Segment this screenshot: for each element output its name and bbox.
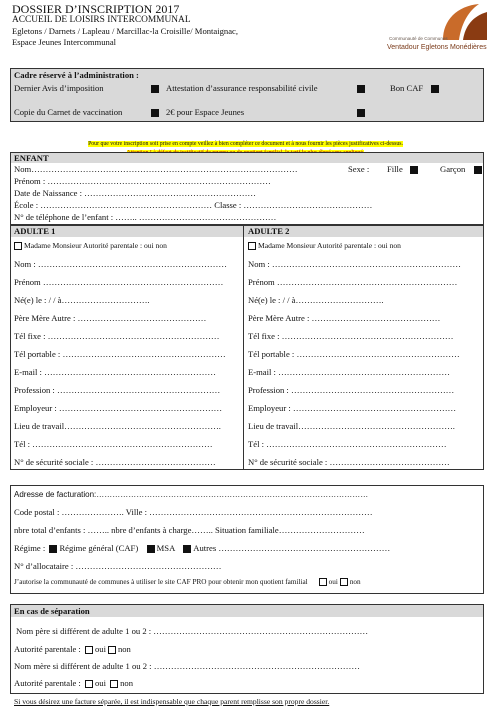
- adulte2-civilite[interactable]: [246, 241, 401, 250]
- adulte2-prenom-field[interactable]: Prénom ………………………………………………………: [248, 277, 458, 287]
- admin-item-label: 2€ pour Espace Jeunes: [166, 107, 245, 117]
- enfant-header-bar: [11, 153, 483, 163]
- logo: [385, 0, 491, 56]
- admin-espace-jeunes-checkbox[interactable]: [357, 109, 365, 117]
- adulte2-nom-field[interactable]: Nom : …………………………………………………………: [248, 259, 461, 269]
- garcon-checkbox[interactable]: [474, 166, 482, 174]
- cafpro-non-checkbox[interactable]: [340, 578, 348, 586]
- admin-item-bon-caf[interactable]: [390, 83, 423, 93]
- adultes-divider: [243, 226, 244, 469]
- admin-item-vaccination[interactable]: [14, 107, 122, 117]
- cafpro-text: J’autorise la communauté de communes à utiliser le site CAF PRO pour obtenir mon quotient familial: [14, 578, 308, 586]
- autorite-2-non-checkbox[interactable]: [110, 680, 118, 688]
- admin-item-label: Dernier Avis d’imposition: [14, 83, 104, 93]
- cafpro-row: [14, 578, 361, 586]
- admin-item-label: Attestation d’assurance responsabilité civile: [166, 83, 318, 93]
- header-line-3: Espace Jeunes Intercommunal: [12, 37, 117, 47]
- autorite-2-non-label: non: [120, 678, 133, 688]
- header-line-2: Egletons / Darnets / Lapleau / Marcillac-la Croisille/ Montaignac,: [12, 26, 238, 36]
- regime-row: [14, 543, 390, 553]
- admin-item-espace-jeunes[interactable]: [166, 107, 244, 117]
- cafpro-oui-checkbox[interactable]: [319, 578, 327, 586]
- enfant-nom-field[interactable]: Nom…………………………………………………………………………………: [14, 164, 298, 174]
- adulte2-tel-portable-field[interactable]: Tél portable : …………………………………………………: [248, 349, 460, 359]
- regime-label: Régime :: [14, 543, 46, 553]
- admin-item-assurance[interactable]: [166, 83, 318, 93]
- adulte1-lien-text: Père Mère Autre : ………………………………………: [14, 313, 207, 323]
- msa-label: MSA: [156, 543, 175, 553]
- adulte1-madame-checkbox[interactable]: [14, 242, 22, 250]
- adulte1-prenom-field[interactable]: Prénom ………………………………………………………: [14, 277, 224, 287]
- autorite-1-oui-label: oui: [94, 644, 106, 654]
- admin-assurance-checkbox[interactable]: [357, 85, 365, 93]
- fille-label: Fille: [387, 164, 403, 174]
- notice-text-1: Pour que votre inscription soit prise en compte veillez à bien compléter ce document et à nous fournir les pièces justificatives ci-dessus.: [88, 141, 403, 147]
- enfant-prenom-field[interactable]: Prénom : ……………………………………………………………………: [14, 176, 271, 186]
- fille-checkbox[interactable]: [410, 166, 418, 174]
- adulte1-employeur-field[interactable]: Employeur : …………………………………………………: [14, 403, 223, 413]
- adresse-facturation-field[interactable]: Adresse de facturation:…………………………………………………………………………………………: [14, 490, 369, 499]
- admin-item-avis[interactable]: [14, 83, 104, 93]
- nom-mere-field[interactable]: Nom mère si différent de adulte 1 ou 2 : ………………………………………………………………: [14, 661, 360, 671]
- autorite-1-label: Autorité parentale :: [14, 644, 81, 654]
- regime-general-label: Régime général (CAF): [59, 543, 139, 553]
- page-title: DOSSIER D’INSCRIPTION 2017: [12, 2, 180, 16]
- autorite-2-label: Autorité parentale :: [14, 678, 81, 688]
- autorite-2-oui-checkbox[interactable]: [85, 680, 93, 688]
- adulte2-tel-field[interactable]: Tél : ………………………………………………………: [248, 439, 447, 449]
- enfant-naissance-field[interactable]: Date de Naissance : ……………………………………………………: [14, 188, 257, 198]
- header-line-1: ACCUEIL DE LOISIRS INTERCOMMUNAL: [12, 15, 191, 25]
- adulte1-tel-fixe-field[interactable]: Tél fixe : ……………………………………………………: [14, 331, 220, 341]
- adulte2-lien-text: Père Mère Autre : ………………………………………: [248, 313, 441, 323]
- autorite-1-oui-checkbox[interactable]: [85, 646, 93, 654]
- admin-item-label: Copie du Carnet de vaccination: [14, 107, 123, 117]
- autres-checkbox[interactable]: [183, 545, 191, 553]
- adulte2-profession-field[interactable]: Profession : …………………………………………………: [248, 385, 455, 395]
- adulte2-lieu-travail-field[interactable]: Lieu de travail……………………………………………….: [248, 421, 455, 431]
- admin-avis-checkbox[interactable]: [151, 85, 159, 93]
- adulte2-lien[interactable]: [248, 313, 440, 323]
- msa-checkbox[interactable]: [147, 545, 155, 553]
- regime-general-checkbox[interactable]: [49, 545, 57, 553]
- adulte2-madame-checkbox[interactable]: [248, 242, 256, 250]
- adulte1-title: ADULTE 1: [14, 226, 56, 236]
- autorite-2-oui-label: oui: [94, 678, 106, 688]
- adulte2-title: ADULTE 2: [248, 226, 290, 236]
- adultes-header-bar: [11, 226, 483, 237]
- adulte2-email-field[interactable]: E-mail : ……………………………………………………: [248, 367, 450, 377]
- sexe-label: Sexe :: [348, 164, 370, 174]
- enfant-tel-field[interactable]: N° de téléphone de l’enfant : …….. …………………………………………: [14, 212, 277, 222]
- adulte2-employeur-field[interactable]: Employeur : …………………………………………………: [248, 403, 457, 413]
- adulte2-tel-fixe-field[interactable]: Tél fixe : ……………………………………………………: [248, 331, 454, 341]
- autorite-1-non-label: non: [117, 644, 131, 654]
- enfant-title: ENFANT: [14, 153, 49, 163]
- adulte1-lieu-travail-field[interactable]: Lieu de travail……………………………………………….: [14, 421, 221, 431]
- autorite-2-row: [14, 678, 133, 688]
- enfant-ecole-field[interactable]: École : …………………………………………………… Classe : ………………………………………: [14, 200, 373, 210]
- admin-item-label: Bon CAF: [390, 83, 424, 93]
- adulte1-email-field[interactable]: E-mail : ……………………………………………………: [14, 367, 216, 377]
- admin-title: Cadre réservé à l’administration :: [14, 70, 139, 80]
- autorite-1-row: [14, 644, 131, 654]
- logo-name: Ventadour Egletons Monédières: [387, 44, 487, 51]
- adulte1-secu-field[interactable]: N° de sécurité sociale : ……………………………………: [14, 457, 216, 467]
- nom-pere-field[interactable]: Nom père si différent de adulte 1 ou 2 : …………………………………………………………………: [16, 626, 369, 636]
- adulte1-civilite[interactable]: [12, 241, 167, 250]
- nbre-enfants-field[interactable]: nbre total d’enfants : …….. nbre d’enfants à charge…….. Situation familiale…………………………: [14, 525, 365, 535]
- adulte1-tel-portable-field[interactable]: Tél portable : …………………………………………………: [14, 349, 226, 359]
- adulte1-tel-field[interactable]: Tél : ………………………………………………………: [14, 439, 213, 449]
- adulte2-naissance-field[interactable]: Né(e) le : / / à………………………….: [248, 295, 384, 305]
- garcon-label: Garçon: [440, 164, 466, 174]
- footer-note: Si vous désirez une facture séparée, il est indispensable que chaque parent remplisse son propre dossier.: [14, 697, 330, 706]
- code-postal-field[interactable]: Code postal : …………………. Ville : ……………………………………………………………………: [14, 507, 373, 517]
- adulte2-civilite-text: Madame Monsieur Autorité parentale : oui non: [258, 241, 401, 250]
- logo-small-text: Communauté de Communes: [389, 36, 448, 41]
- admin-vaccination-checkbox[interactable]: [151, 109, 159, 117]
- adulte2-secu-field[interactable]: N° de sécurité sociale : ……………………………………: [248, 457, 450, 467]
- autres-label: Autres ……………………………………………………: [193, 543, 391, 553]
- autorite-1-non-checkbox[interactable]: [108, 646, 116, 654]
- allocataire-field[interactable]: N° d’allocataire : ……………………………………………: [14, 561, 222, 571]
- cafpro-non-label: non: [349, 578, 361, 586]
- separation-title: En cas de séparation: [14, 606, 90, 616]
- cafpro-oui-label: oui: [328, 578, 338, 586]
- admin-bon-caf-checkbox[interactable]: [431, 85, 439, 93]
- adulte1-nom-field[interactable]: Nom : …………………………………………………………: [14, 259, 227, 269]
- adulte1-civilite-text: Madame Monsieur Autorité parentale : oui non: [24, 241, 167, 250]
- adulte1-profession-field[interactable]: Profession : …………………………………………………: [14, 385, 221, 395]
- adulte1-naissance-field[interactable]: Né(e) le : / / à………………………….: [14, 295, 150, 305]
- logo-mark-icon: [437, 0, 487, 40]
- adulte1-lien[interactable]: [14, 313, 206, 323]
